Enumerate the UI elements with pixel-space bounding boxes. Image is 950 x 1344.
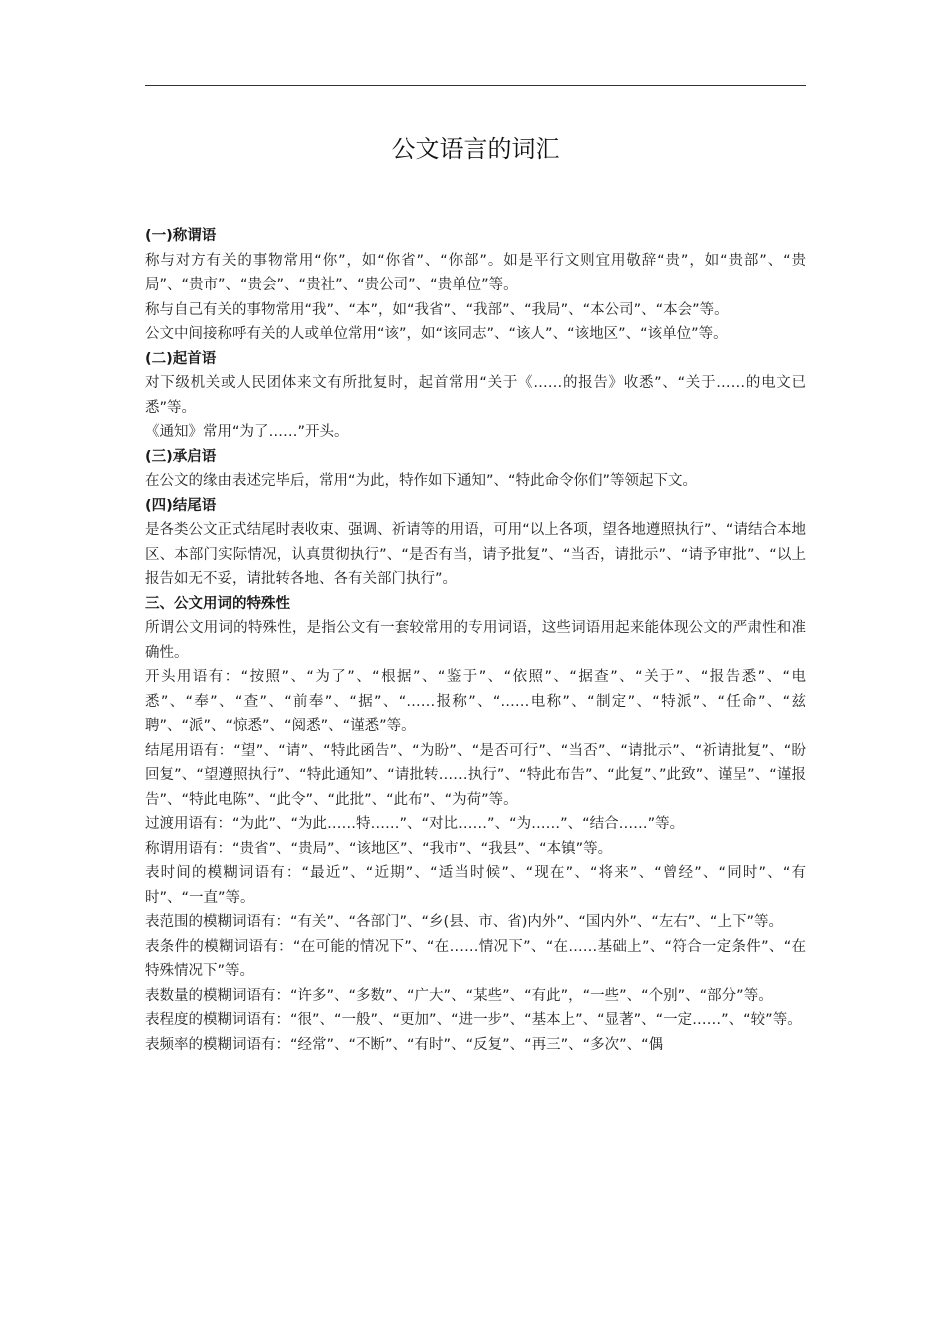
- paragraph: 表频率的模糊词语有：“经常”、“不断”、“有时”、“反复”、“再三”、“多次”、“偶: [145, 1036, 664, 1053]
- paragraph: 表条件的模糊词语有：“在可能的情况下”、“在……情况下”、“在……基础上”、“符合一定条件”、“在特殊情况下”等。: [145, 938, 806, 979]
- paragraph: 表时间的模糊词语有：“最近”、“近期”、“适当时候”、“现在”、“将来”、“曾经”、“同时”、“有时”、“一直”等。: [145, 865, 806, 906]
- paragraph: 称谓用语有：“贵省”、“贵局”、“该地区”、“我市”、“我县”、“本镇”等。: [145, 840, 613, 857]
- paragraph: 表数量的模糊词语有：“许多”、“多数”、“广大”、“某些”、“有此”，“一些”、“个别”、“部分”等。: [145, 987, 773, 1004]
- paragraph: 表程度的模糊词语有：“很”、“一般”、“更加”、“进一步”、“基本上”、“显著”、“一定……”、“较”等。: [145, 1012, 802, 1028]
- paragraph: 在公文的缘由表述完毕后，常用“为此，特作如下通知”、“特此命令你们”等领起下文。: [145, 473, 698, 489]
- section-heading-appellation: (一)称谓语: [145, 228, 217, 244]
- document-body: [145, 224, 806, 1057]
- paragraph: 对下级机关或人民团体来文有所批复时，起首常用“关于《……的报告》收悉”、“关于……的电文已悉”等。: [145, 375, 806, 416]
- section-heading-transition: (三)承启语: [145, 448, 217, 465]
- paragraph: 称与对方有关的事物常用“你”，如“你省”、“你部”。如是平行文则宜用敬辞“贵”，如“贵部”、“贵局”、“贵市”、“贵会”、“贵社”、“贵公司”、“贵单位”等。: [145, 252, 806, 293]
- section-heading-opening: (二)起首语: [145, 350, 217, 367]
- section-heading-closing: (四)结尾语: [145, 497, 217, 514]
- section-heading-special-usage: 三、公文用词的特殊性: [145, 595, 290, 612]
- paragraph: 是各类公文正式结尾时表收束、强调、祈请等的用语，可用“以上各项，望各地遵照执行”、“请结合本地区、本部门实际情况，认真贯彻执行”、“是否有当，请予批复”、“当否，请批示”、“请予审批”、“以上报告如无不妥，请批转各地、各有关部门执行”。: [145, 522, 806, 587]
- paragraph: 表范围的模糊词语有：“有关”、“各部门”、“乡(县、市、省)内外”、“国内外”、“左右”、“上下”等。: [145, 914, 783, 930]
- paragraph: 过渡用语有：“为此”、“为此……特……”、“对比……”、“为……”、“结合……”等。: [145, 816, 685, 832]
- paragraph: 开头用语有：“按照”、“为了”、“根据”、“鉴于”、“依照”、“据查”、“关于”、“报告悉”、“电悉”、“奉”、“查”、“前奉”、“据”、“……报称”、“……电称”、“制定”、“特派”、“任命”、“兹聘”、“派”、“惊悉”、“阅悉”、“谨悉”等。: [145, 669, 806, 734]
- paragraph: 《通知》常用“为了……”开头。: [145, 424, 349, 440]
- paragraph: 所谓公文用词的特殊性，是指公文有一套较常用的专用词语，这些词语用起来能体现公文的严肃性和准确性。: [145, 620, 806, 661]
- paragraph: 称与自己有关的事物常用“我”、“本”，如“我省”、“我部”、“我局”、“本公司”、“本会”等。: [145, 301, 729, 318]
- document-title: 公文语言的词汇: [391, 135, 560, 163]
- paragraph: 结尾用语有：“望”、“请”、“特此函告”、“为盼”、“是否可行”、“当否”、“请批示”、“祈请批复”、“盼回复”、“望遵照执行”、“特此通知”、“请批转……执行”、“特此布告”、“此复”、”此致”、谨呈”、“谨报告”、“特此电陈”、“此令”、“此批”、“此布”、“为荷”等。: [145, 742, 806, 808]
- header-rule: [145, 85, 806, 86]
- paragraph: 公文中间接称呼有关的人或单位常用“该”，如“该同志”、“该人”、“该地区”、“该单位”等。: [145, 326, 728, 342]
